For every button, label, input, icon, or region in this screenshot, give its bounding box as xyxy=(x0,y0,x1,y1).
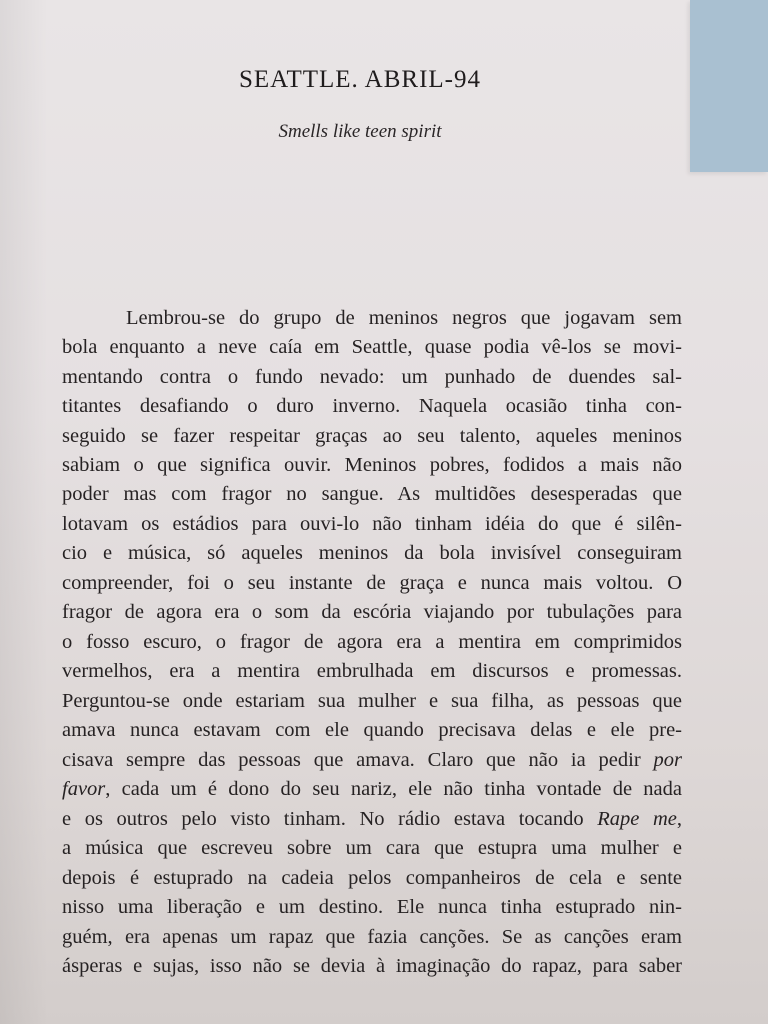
text-line: Lembrou-se do grupo de meninos negros que jogavam sem xyxy=(126,307,682,329)
text-line: guém, era apenas um rapaz que fazia canções. Se as canções eram xyxy=(62,926,682,948)
text-line: vermelhos, era a mentira embrulhada em discursos e promessas. xyxy=(62,660,682,682)
text-line: poder mas com fragor no sangue. As multidões desesperadas que xyxy=(62,483,682,505)
text-line: cio e música, só aqueles meninos da bola invisível conseguiram xyxy=(62,542,682,564)
text-line-main: cisava sempre das pessoas que amava. Claro que não ia pedir xyxy=(62,749,641,771)
epigraph: Smells like teen spirit xyxy=(278,121,442,142)
text-line-main: e os outros pelo visto tinham. No rádio estava tocando xyxy=(62,808,584,830)
text-line xyxy=(62,748,682,772)
text-line: lotavam os estádios para ouvi-lo não tinham idéia do que é silên- xyxy=(62,513,682,535)
chapter-title: SEATTLE. ABRIL-94 xyxy=(239,66,481,93)
text-line: seguido se fazer respeitar graças ao seu talento, aqueles meninos xyxy=(62,425,682,447)
text-line: Perguntou-se onde estariam sua mulher e sua filha, as pessoas que xyxy=(62,690,682,712)
italic-segment: por xyxy=(653,749,683,771)
italic-segment: Rape me xyxy=(597,808,677,830)
text-line: o fosso escuro, o fragor de agora era a mentira em comprimidos xyxy=(62,631,682,653)
text-line-main: , cada um é dono do seu nariz, ele não tinha vontade de nada xyxy=(105,778,682,800)
text-line: amava nunca estavam com ele quando precisava delas e ele pre- xyxy=(62,719,682,741)
text-line: bola enquanto a neve caía em Seattle, quase podia vê-los se movi- xyxy=(62,336,682,358)
text-line: titantes desafiando o duro inverno. Naquela ocasião tinha con- xyxy=(62,395,682,417)
text-line: ásperas e sujas, isso não se devia à imaginação do rapaz, para saber xyxy=(62,955,682,977)
italic-segment: favor xyxy=(62,778,106,800)
text-line: sabiam o que significa ouvir. Meninos pobres, fodidos a mais não xyxy=(62,454,682,476)
text-line: fragor de agora era o som da escória viajando por tubulações para xyxy=(62,601,682,623)
text-line: depois é estuprado na cadeia pelos companheiros de cela e sente xyxy=(62,867,682,889)
text-line: compreender, foi o seu instante de graça e nunca mais voltou. O xyxy=(62,572,682,594)
text-line: e os outros pelo visto tinham. No rádio estava tocando Rape me, xyxy=(62,808,683,830)
text-line: a música que escreveu sobre um cara que estupra uma mulher e xyxy=(62,837,682,859)
text-line: mentando contra o fundo nevado: um punhado de duendes sal- xyxy=(62,366,682,388)
text-line xyxy=(62,777,682,801)
text-line: nisso uma liberação e um destino. Ele nunca tinha estuprado nin- xyxy=(62,896,682,918)
